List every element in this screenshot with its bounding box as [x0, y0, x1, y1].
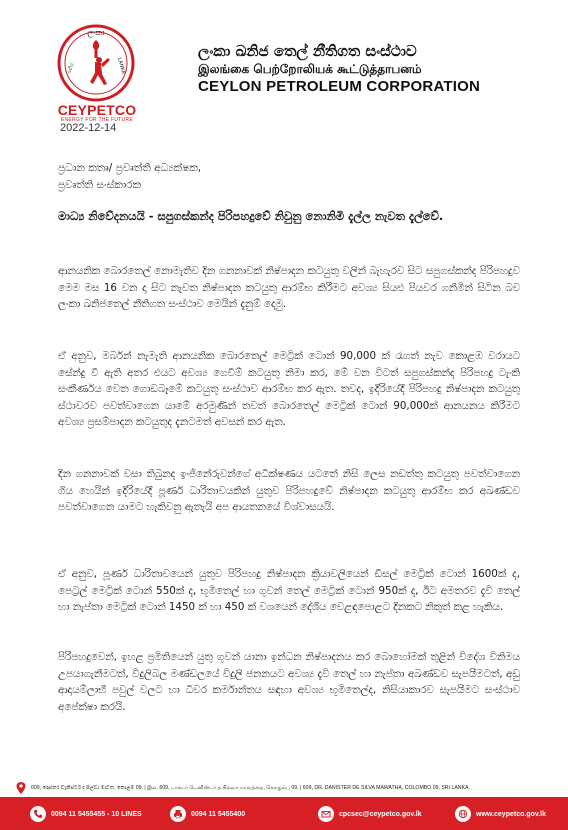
- body-paragraph: ඒ අනුව, මර්බන් නැමැති ආනයනික බොරතෙල් මෙට්‍රික් ටොන් 90,000 ක් රැගත් නැව කොළඹ වරායට සේන්දු වී ඇති අතර එයට අවශ්‍ය ගෙවීම් කටයුතු නිමා කර, මේ වන විටත් සපුගස්කන්ද පිරිපහදු ටැංකි සංකීර්ණය වෙත ගොඩබෑමේ කටයුතු සංස්ථාව ආරම්භ කර ඇත. තවද, ඉදිරියේදී පිරිපහදු නිෂ්පාදන කටයුතු ස්ථාවරව පවත්වාගෙන යාමේ අරමුණින් තවත් බොරතෙල් මෙට්‍රික් ටොන් 90,000ක් ආනයනය කිරීමට අවශ්‍ය ප්‍රසම්පාදන කටයුතුද දැනටමත් අවසන් කර ඇත.: [58, 350, 520, 428]
- location-pin-icon: [14, 782, 28, 794]
- brand-tagline: ENERGY FOR THE FUTURE: [60, 117, 134, 123]
- addressee-line: ප්‍රධාන කතෘ/ ප්‍රවෘත්ති අධ්‍යක්ෂක,: [58, 162, 202, 174]
- email-address[interactable]: cpcsec@ceypetco.gov.lk: [339, 810, 422, 818]
- footer-address-row: [0, 782, 568, 794]
- org-name-english: CEYLON PETROLEUM CORPORATION: [198, 78, 480, 95]
- phone-number: 0094 11 5455455 - 10 LINES: [51, 810, 142, 818]
- email-icon: [318, 806, 334, 822]
- footer-fax: [170, 805, 245, 823]
- footer-website[interactable]: [455, 805, 546, 823]
- footer-phone: [30, 805, 142, 823]
- fax-number: 0094 11 5455400: [191, 810, 246, 818]
- org-name-sinhala: ලංකා ඛනිජ තෙල් නීතිගත සංස්ථාව: [198, 42, 417, 60]
- body-paragraph: ඒ අනුව, පූර්ණ ධාරිතාවයෙන් යුතුව පිරිපහදු නිෂ්පාදන ක්‍රියාවලියෙන් ඩීසල් මෙට්‍රික් ටොන් 1600ක් ද, පෙට්‍රල් මෙට්‍රික් ටොන් 550ක් ද, භූමිතෙල් හා ගුවන් තෙල් මෙට්‍රික් ටොන් 950ක් ද, ඊට අමතරව දැවි තෙල් හා නැප්තා මෙට්‍රික් ටොන් 1450 ක් හා 450 ක් වශයෙන් දේශීය වෙළඳපොළට දිනකට නිකුත් කළ හැකිය.: [58, 568, 520, 613]
- website-url[interactable]: www.ceypetco.gov.lk: [476, 810, 547, 818]
- footer-address: 609, දොස්තර ඩැනිස්ටර් ද සිල්වා මාවත, කොළඹ 09. | இல. 609, டாக்டர் டெனிஸ்டர் த சில்வா மாவத்தை, கொழும்பு 09. | 609, DR. DANISTER DE SILVA MAWATHA, COLOMBO 09, SRI LANKA.: [31, 784, 470, 791]
- ceypetco-logo-icon: [55, 22, 137, 104]
- footer-email[interactable]: [318, 805, 422, 823]
- body-paragraph: පිරිපහදුවෙන්, ඉහළ ප්‍රමිතියෙන් යුතු ගුවන් යානා ඉන්ධන නිෂ්පාදනය කර බොහෝමක් තුළින් විදේශ විනිමය උපයාගැනීමටත්, විදුලිබල මණ්ඩලයේ විදුලි ජනනයට අවශ්‍ය දැවි තෙල් හා නැප්තා අඛණ්ඩව සැපයීමටත්, අඩු ආදායම්ලාභී පවුල් වලට හා ධීවර කර්මාන්තය සඳහා අවශ්‍ය භූමිතෙල්ද, නිසියාකාරව සැපයීමට සංස්ථාව අපේක්ෂා කරයි.: [58, 651, 520, 713]
- addressee-line: ප්‍රවෘත්ති සංස්කාරක: [58, 179, 142, 191]
- fax-icon: [170, 806, 186, 822]
- logo-top-text: ලංකා: [87, 28, 105, 37]
- globe-icon: [455, 806, 471, 822]
- logo-left-text: ඛනිජ: [66, 62, 76, 75]
- subject-heading: මාධ්‍ය නිවේදනයයි - සපුගස්කන්ද පිරිපහදුවේ නිවුනු නොනිමි දැල්ල නැවත දැල්වේ.: [58, 209, 444, 223]
- org-name-tamil: இலங்கை பெற்றோலியக் கூட்டுத்தாபனம்: [198, 62, 422, 76]
- phone-icon: [30, 806, 46, 822]
- body-paragraph: දින ගනනාවක් වසා තිබුනද ඉංජිනේරුවන්ගේ අධීක්ෂණය යටතේ නිසි ලෙස නඩත්තු කටයුතු පවත්වාගෙන ගිය හෙයින් ඉදිරියේදී පූර්ණ ධාරිතාවයකින් යුතුව පිරිපහදුවේ නිෂ්පාදන කටයුතු ආරම්භ කර අඛණ්ඩව පවත්වාගෙන යාමට හැකිවනු ඇතැයි අප ආයතනයේ විශ්වාසයයි.: [58, 468, 520, 513]
- document-date: 2022-12-14: [60, 122, 117, 134]
- brand-name: CEYPETCO: [57, 102, 137, 118]
- addressee-block: [58, 160, 518, 194]
- body-paragraph: ආනයනික බොරතෙල් නොමැතිව දින ගනනාවක් නිෂ්පාදන කටයුතු වලින් බැහැරව සිට සපුගස්කන්ද පිරිපහදුව මෙම මස 16 වන දා සිට නැවත නිෂ්පාදන කටයුතු ආරම්භ කිරීමට අවශ්‍ය සියළු පියවර ගනිමින් සිටින බව ලංකා ඛනිජතෙල් නීතිගත සංස්ථාව මෙයින් දැනුම් දෙමු.: [58, 265, 520, 310]
- logo-right-text: LANKA: [116, 56, 127, 75]
- footer-contact-bar: [0, 797, 568, 830]
